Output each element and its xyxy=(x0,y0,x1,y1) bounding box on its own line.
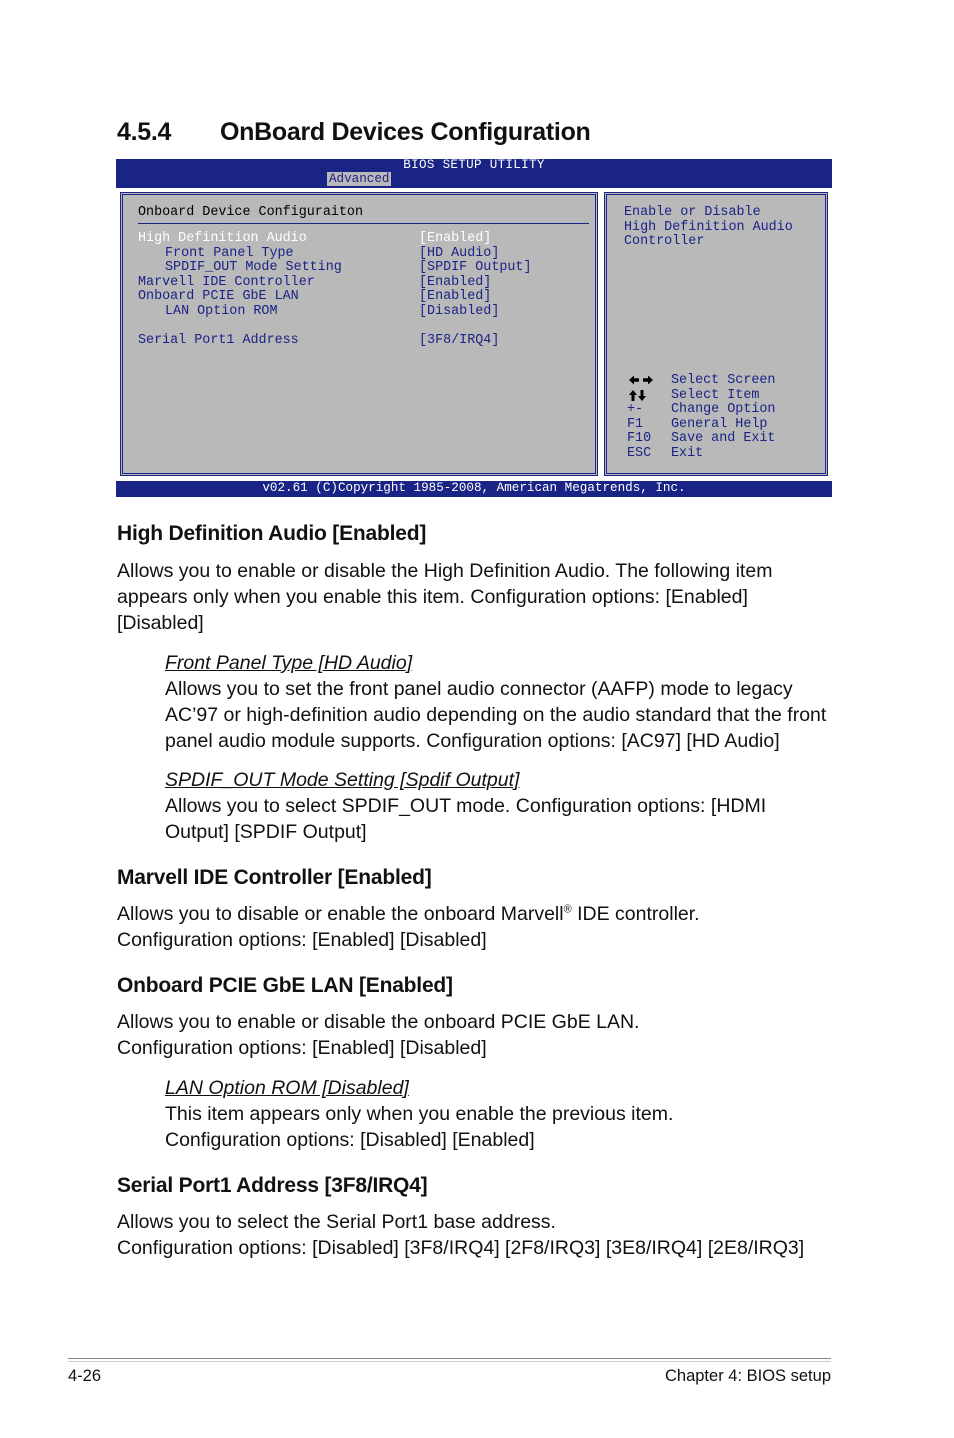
bios-key-description: Select Screen xyxy=(671,373,776,388)
bios-item-value: [Enabled] xyxy=(419,274,492,290)
marvell-description xyxy=(117,901,837,953)
section-heading xyxy=(117,118,591,147)
bios-tab-advanced[interactable]: Advanced xyxy=(329,172,390,186)
bios-title-bar xyxy=(116,159,832,188)
marvell-options: Configuration options: [Enabled] [Disabled] xyxy=(117,929,487,951)
bios-item-value: [SPDIF Output] xyxy=(419,260,532,275)
front-panel-type-description: Allows you to set the front panel audio connector (AAFP) mode to legacy AC’97 or high-definition audio depending on the audio standard that the front panel audio module supports. Configuration options: [AC97] [HD Audio] xyxy=(165,678,827,752)
footer-divider xyxy=(68,1358,831,1362)
bios-key-description: Save and Exit xyxy=(671,431,776,446)
bios-key-name: F1 xyxy=(627,416,644,432)
bios-item-value: [Disabled] xyxy=(419,303,500,319)
bios-key-description: Select Item xyxy=(671,387,760,403)
lan-rom-options: Configuration options: [Disabled] [Enabled] xyxy=(165,1129,535,1151)
bios-key-row xyxy=(607,446,827,461)
serial-port-heading: Serial Port1 Address [3F8/IRQ4] xyxy=(117,1174,428,1197)
bios-key-name: +- xyxy=(627,402,644,417)
marvell-text: Allows you to disable or enable the onboard Marvell xyxy=(117,903,564,925)
front-panel-type-title: Front Panel Type [HD Audio] xyxy=(165,652,413,674)
pcie-lan-description xyxy=(117,1009,837,1061)
bios-item-row[interactable] xyxy=(123,333,593,348)
bios-panel-title: Onboard Device Configuraiton xyxy=(138,205,363,220)
bios-key-description: General Help xyxy=(671,416,768,432)
pcie-lan-options: Configuration options: [Enabled] [Disabled] xyxy=(117,1037,487,1059)
bios-item-value: [Enabled] xyxy=(419,231,492,246)
bios-help-line: High Definition Audio xyxy=(624,219,793,235)
bios-body xyxy=(116,188,832,481)
bios-item-label: LAN Option ROM xyxy=(165,303,278,319)
lan-rom-text: This item appears only when you enable the previous item. xyxy=(165,1103,674,1125)
serial-port-description xyxy=(117,1209,837,1261)
bios-key-row xyxy=(607,373,827,388)
bios-item-label: Onboard PCIE GbE LAN xyxy=(138,289,299,304)
bios-key-row xyxy=(607,402,827,417)
bios-item-label: Serial Port1 Address xyxy=(138,332,299,348)
bios-item-label: SPDIF_OUT Mode Setting xyxy=(165,260,342,275)
chapter-label: Chapter 4: BIOS setup xyxy=(664,1367,831,1385)
marvell-heading: Marvell IDE Controller [Enabled] xyxy=(117,866,432,889)
spdif-out-description: Allows you to select SPDIF_OUT mode. Configuration options: [HDMI Output] [SPDIF Output] xyxy=(165,795,767,843)
pcie-lan-text: Allows you to enable or disable the onboard PCIE GbE LAN. xyxy=(117,1011,640,1033)
bios-item-row[interactable] xyxy=(123,246,593,261)
bios-item-row[interactable] xyxy=(123,260,593,275)
bios-help-line: Enable or Disable xyxy=(624,205,761,220)
lan-option-rom-title: LAN Option ROM [Disabled] xyxy=(165,1077,409,1099)
hda-description: Allows you to enable or disable the High Definition Audio. The following item appears only when you enable this item. Configuration options: [Enabled] [Disabled] xyxy=(117,560,773,634)
registered-mark: ® xyxy=(563,903,572,916)
hda-heading: High Definition Audio [Enabled] xyxy=(117,522,427,545)
bios-key-row xyxy=(607,388,827,403)
bios-settings-panel xyxy=(120,192,598,476)
bios-item-row[interactable] xyxy=(123,275,593,290)
pcie-lan-heading: Onboard PCIE GbE LAN [Enabled] xyxy=(117,974,453,997)
bios-item-value: [3F8/IRQ4] xyxy=(419,332,500,348)
lan-option-rom-description xyxy=(165,1101,835,1153)
bios-item-row[interactable] xyxy=(123,304,593,319)
bios-item-label: Front Panel Type xyxy=(165,245,294,261)
bios-key-description: Exit xyxy=(671,445,704,461)
spdif-out-title: SPDIF_OUT Mode Setting [Spdif Output] xyxy=(165,769,520,791)
bios-key-row xyxy=(607,417,827,432)
bios-item-label: High Definition Audio xyxy=(138,231,307,246)
bios-key-row xyxy=(607,431,827,446)
section-title: OnBoard Devices Configuration xyxy=(220,118,591,146)
bios-key-description: Change Option xyxy=(671,402,776,417)
bios-panel-divider xyxy=(138,223,589,224)
serial-port-text: Allows you to select the Serial Port1 base address. xyxy=(117,1211,556,1233)
bios-item-label: Marvell IDE Controller xyxy=(138,274,315,290)
page-number: 4-26 xyxy=(68,1367,102,1385)
section-number: 4.5.4 xyxy=(117,118,172,146)
bios-help-panel xyxy=(604,192,828,476)
bios-copyright-bar: v02.61 (C)Copyright 1985-2008, American Megatrends, Inc. xyxy=(116,481,832,497)
bios-key-name: F10 xyxy=(627,431,652,446)
bios-item-value: [HD Audio] xyxy=(419,245,500,261)
marvell-text-end: IDE controller. xyxy=(571,903,700,925)
bios-item-value: [Enabled] xyxy=(419,289,492,304)
bios-key-name: ESC xyxy=(627,445,652,461)
serial-port-options: Configuration options: [Disabled] [3F8/IRQ4] [2F8/IRQ3] [3E8/IRQ4] [2E8/IRQ3] xyxy=(117,1237,805,1259)
bios-utility-title: BIOS SETUP UTILITY xyxy=(403,158,545,172)
bios-item-row[interactable] xyxy=(123,231,593,246)
bios-help-line: Controller xyxy=(624,234,705,249)
bios-item-row[interactable] xyxy=(123,289,593,304)
bios-screenshot xyxy=(116,159,832,497)
